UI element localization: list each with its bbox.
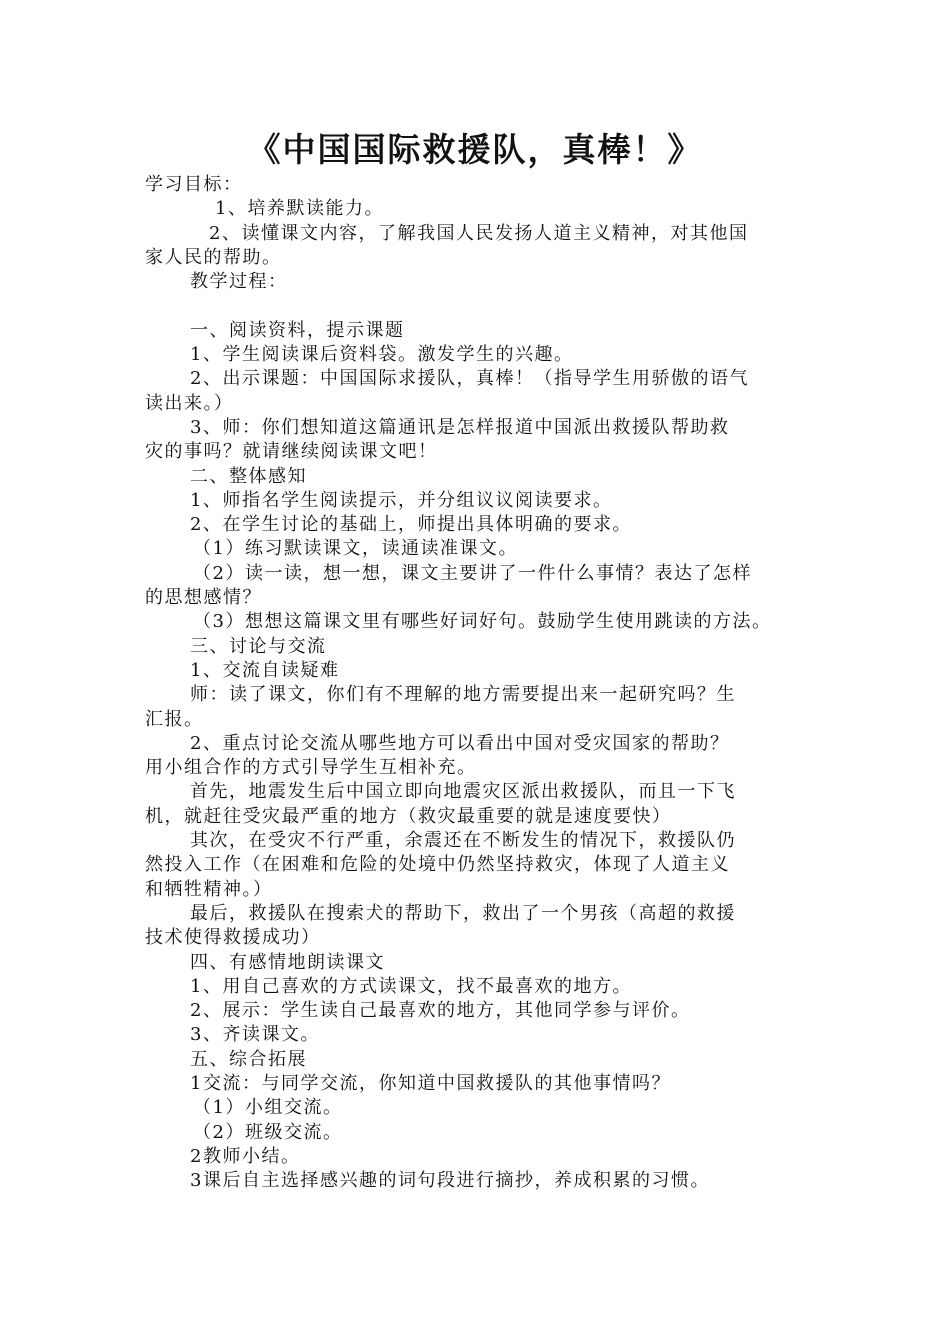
text-line: 灾的事吗？就请继续阅读课文吧！ (145, 441, 438, 463)
text-line: （1）小组交流。 (193, 1097, 343, 1119)
text-line: （2）班级交流。 (193, 1121, 343, 1143)
blank-line (145, 294, 825, 318)
text-line: 家人民的帮助。 (145, 246, 282, 268)
text-line: 1、学生阅读课后资料袋。激发学生的兴趣。 (190, 344, 574, 366)
text-line: 1、交流自读疑难 (190, 659, 340, 681)
text-line: 最后，救援队在搜索犬的帮助下，救出了一个男孩（高超的救援 (190, 902, 736, 924)
text-line: 2、展示：学生读自己最喜欢的地方，其他同学参与评价。 (190, 1000, 691, 1022)
section-heading: 四、有感情地朗读课文 (190, 951, 385, 973)
section-heading: 一、阅读资料，提示课题 (190, 319, 405, 341)
text-line: 学习目标： (145, 174, 243, 195)
text-line: 2、重点讨论交流从哪些地方可以看出中国对受灾国家的帮助？ (190, 732, 730, 754)
text-line: 机，就赶往受灾最严重的地方（救灾最重要的就是速度要快） (145, 805, 672, 827)
text-line: 2、读懂课文内容，了解我国人民发扬人道主义精神，对其他国 (209, 222, 749, 244)
text-line: 教学过程： (190, 271, 288, 293)
text-line: 技术使得救援成功） (145, 927, 321, 949)
text-line: 然投入工作（在困难和危险的处境中仍然坚持救灾，体现了人道主义 (145, 854, 730, 876)
text-line: 用小组合作的方式引导学生互相补充。 (145, 757, 477, 779)
text-line: 和牺牲精神。） (145, 878, 273, 900)
text-line: 3课后自主选择感兴趣的词句段进行摘抄，养成积累的习惯。 (190, 1170, 710, 1192)
text-line: 1交流：与同学交流，你知道中国救援队的其他事情吗？ (190, 1072, 671, 1094)
text-line: 其次，在受灾不行严重，余震还在不断发生的情况下，救援队仍 (190, 830, 736, 852)
lesson-plan-body (145, 173, 825, 1193)
page-title: 《中国国际救援队，真棒！》 (247, 130, 703, 169)
text-line: 汇报。 (145, 708, 204, 730)
text-line: 3、齐读课文。 (190, 1024, 320, 1046)
text-line: 2教师小结。 (190, 1145, 301, 1167)
text-line: 首先，地震发生后中国立即向地震灾区派出救援队，而且一下飞 (190, 781, 736, 803)
text-line: 1、师指名学生阅读提示，并分组议议阅读要求。 (190, 489, 613, 511)
text-line: 的思想感情？ (145, 587, 262, 609)
text-line: 1、用自己喜欢的方式读课文，找不最喜欢的地方。 (190, 975, 632, 997)
section-heading: 二、整体感知 (190, 465, 307, 487)
text-line: 2、出示课题：中国国际求援队，真棒！（指导学生用骄傲的语气 (190, 368, 749, 390)
section-heading: 五、综合拓展 (190, 1048, 307, 1070)
text-line: 2、在学生讨论的基础上，师提出具体明确的要求。 (190, 514, 632, 536)
text-line: 读出来。） (145, 392, 234, 414)
text-line: 师：读了课文，你们有不理解的地方需要提出来一起研究吗？生 (190, 684, 736, 706)
section-heading: 三、讨论与交流 (190, 635, 327, 657)
text-line: （2）读一读，想一想，课文主要讲了一件什么事情？表达了怎样 (193, 562, 752, 584)
text-line: 3、师：你们想知道这篇通讯是怎样报道中国派出救援队帮助救 (190, 416, 730, 438)
text-line: （1）练习默读课文，读通读准课文。 (193, 538, 518, 560)
text-line: （3）想想这篇课文里有哪些好词好句。鼓励学生使用跳读的方法。 (193, 611, 772, 633)
text-line: 1、培养默读能力。 (215, 198, 384, 220)
